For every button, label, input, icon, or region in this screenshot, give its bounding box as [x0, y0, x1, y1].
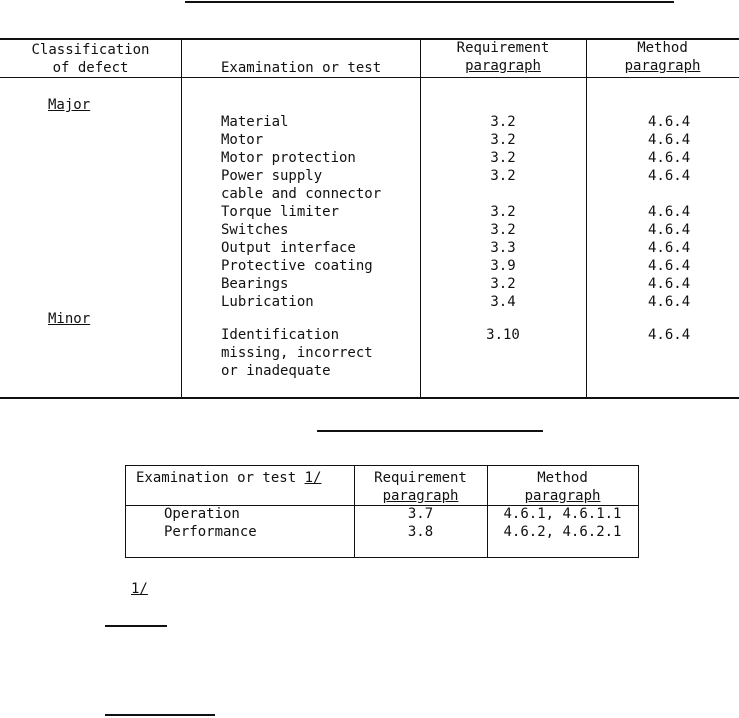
table2-title-rule — [317, 430, 543, 432]
row-method: 4.6.4 — [648, 150, 691, 166]
row-req: 3.7 — [407, 506, 434, 522]
row-method: 4.6.4 — [648, 204, 691, 220]
header-line: paragraph — [382, 488, 459, 504]
footnote-marker: 1/ — [131, 581, 148, 597]
row-item: Lubrication — [221, 294, 314, 310]
row-method: 4.6.1, 4.6.1.1 — [503, 506, 622, 522]
table-row — [0, 131, 739, 149]
table-row — [0, 362, 739, 380]
row-method: 4.6.4 — [648, 132, 691, 148]
header-line: Method — [537, 470, 588, 486]
row-req: 3.2 — [490, 132, 516, 148]
row-method: 4.6.4 — [648, 168, 691, 184]
table-row — [0, 344, 739, 362]
table2-top-border — [125, 465, 639, 466]
table-row — [0, 149, 739, 167]
row-method: 4.6.4 — [648, 240, 691, 256]
category-minor: Minor — [48, 311, 91, 327]
table-row — [0, 293, 739, 311]
performance-test-table — [125, 465, 639, 559]
row-item: Switches — [221, 222, 289, 238]
row-item: Bearings — [221, 276, 289, 292]
table1-header-examination: Examination or test — [221, 60, 382, 76]
table-row — [0, 326, 739, 344]
row-method: 4.6.4 — [648, 222, 691, 238]
row-method: 4.6.4 — [648, 276, 691, 292]
table-row — [0, 257, 739, 275]
table-row — [0, 113, 739, 131]
row-item: Power supply — [221, 168, 323, 184]
table1-header-classification — [0, 41, 181, 77]
row-item: Protective coating — [221, 258, 373, 274]
table-row — [0, 167, 739, 185]
table1-header-requirement — [420, 39, 586, 75]
table-row — [0, 185, 739, 203]
row-item: or inadequate — [221, 363, 331, 379]
row-req: 3.10 — [486, 327, 520, 343]
row-method: 4.6.4 — [648, 327, 691, 343]
section-heading-rule-1 — [105, 625, 167, 627]
row-item: Motor — [221, 132, 264, 148]
row-req: 3.2 — [490, 114, 516, 130]
table-row — [0, 203, 739, 221]
row-item: Operation — [164, 506, 240, 522]
category-major: Major — [48, 97, 91, 113]
header-line: paragraph — [465, 58, 541, 74]
table2-header-examination — [136, 469, 321, 487]
table-row — [0, 239, 739, 257]
row-req: 3.3 — [490, 240, 516, 256]
header-line: paragraph — [624, 58, 701, 74]
header-text: Examination or test — [136, 470, 297, 486]
row-method: 4.6.2, 4.6.2.1 — [503, 524, 622, 540]
table-row — [0, 221, 739, 239]
table1-bottom-border — [0, 397, 739, 399]
row-item: Torque limiter — [221, 204, 340, 220]
footnote-ref: 1/ — [304, 470, 322, 486]
header-line: Classification — [31, 42, 150, 58]
row-req: 3.2 — [490, 276, 516, 292]
row-req: 3.2 — [490, 168, 516, 184]
table1-header-divider — [0, 77, 739, 78]
row-item: Material — [221, 114, 289, 130]
row-item: Motor protection — [221, 150, 356, 166]
header-line: paragraph — [524, 488, 601, 504]
row-item: missing, incorrect — [221, 345, 373, 361]
table-row — [125, 505, 639, 523]
row-item: cable and connector — [221, 186, 382, 202]
table-row — [0, 275, 739, 293]
row-method: 4.6.4 — [648, 258, 691, 274]
table2-header-method — [487, 469, 638, 505]
row-item: Identification — [221, 327, 340, 343]
row-req: 3.9 — [490, 258, 516, 274]
header-line: Method — [637, 40, 688, 56]
table1-header-method — [586, 39, 739, 75]
row-method: 4.6.4 — [648, 114, 691, 130]
row-method: 4.6.4 — [648, 294, 691, 310]
row-item: Performance — [164, 524, 257, 540]
header-line: Requirement — [456, 40, 550, 56]
table2-bottom-border — [125, 557, 639, 558]
table-row — [125, 523, 639, 541]
row-req: 3.8 — [407, 524, 434, 540]
section-heading-rule-2 — [105, 714, 215, 716]
header-line: Requirement — [374, 470, 467, 486]
row-req: 3.2 — [490, 150, 516, 166]
row-req: 3.4 — [490, 294, 516, 310]
row-req: 3.2 — [490, 204, 516, 220]
table2-header-requirement — [354, 469, 487, 505]
row-item: Output interface — [221, 240, 356, 256]
row-req: 3.2 — [490, 222, 516, 238]
header-line: of defect — [52, 60, 129, 76]
